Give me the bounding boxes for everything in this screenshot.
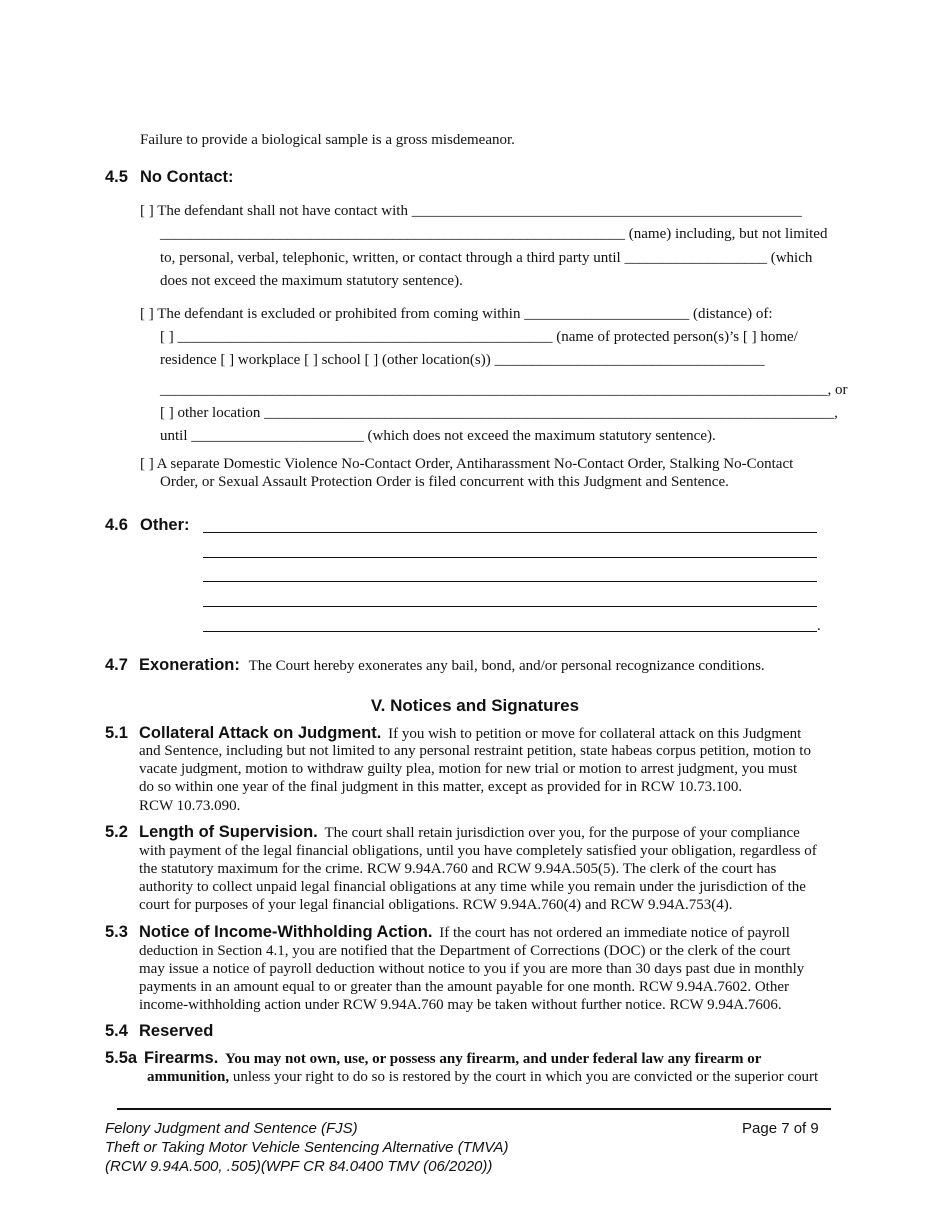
no-contact-line-2: ______________________________________________________________ (name) including, but not limited bbox=[160, 226, 828, 242]
no-contact-line-1: [ ] The defendant shall not have contact with ____________________________________________________ bbox=[140, 203, 802, 219]
section-4-5-title: No Contact: bbox=[140, 168, 234, 186]
other-blank-line-5 bbox=[203, 631, 817, 632]
section-5-1-line-5: RCW 10.73.090. bbox=[139, 798, 241, 814]
section-5-5a-title: Firearms. bbox=[144, 1049, 219, 1067]
separate-order-line-2: Order, or Sexual Assault Protection Order is filed concurrent with this Judgment and Sentence. bbox=[160, 474, 729, 490]
section-5-3-title: Notice of Income-Withholding Action. bbox=[139, 923, 433, 941]
section-5-5a-line-2: ammunition, unless your right to do so is restored by the court in which you are convicted or the superior court bbox=[147, 1069, 819, 1085]
section-4-7-text: The Court hereby exonerates any bail, bond, and/or personal recognizance conditions. bbox=[248, 658, 765, 674]
section-4-7-title: Exoneration: bbox=[139, 656, 240, 674]
section-4-6-number: 4.6 bbox=[105, 516, 128, 534]
exclusion-line-5: [ ] other location ____________________________________________________________________________, bbox=[160, 405, 838, 421]
section-5-5a-line-1: Firearms. You may not own, use, or possess any firearm, and under federal law any firearm or bbox=[144, 1049, 762, 1067]
section-5-3-line-3: may issue a notice of payroll deduction without notice to you if you are more than 30 days past due in monthly bbox=[139, 961, 805, 977]
section-4-5-number: 4.5 bbox=[105, 168, 128, 186]
section-5-2-line-2: with payment of the legal financial obligations, until you have completely satisfied your obligation, regardless of bbox=[139, 843, 817, 859]
intro-text: Failure to provide a biological sample is a gross misdemeanor. bbox=[140, 132, 515, 148]
section-5-2-number: 5.2 bbox=[105, 823, 128, 841]
section-5-3-line-4: payments in an amount equal to or greater than the amount payable for one month. RCW 9.94A.7602. Other bbox=[139, 979, 789, 995]
section-5-3-number: 5.3 bbox=[105, 923, 128, 941]
section-5-1-line-3: vacate judgment, motion to withdraw guilty plea, motion for new trial or motion to arrest judgment, you must bbox=[139, 761, 798, 777]
section-5-3-line-5: income-withholding action under RCW 9.94A.760 may be taken without further notice. RCW 9.94A.7606. bbox=[139, 997, 782, 1013]
section-5-4-title: Reserved bbox=[139, 1022, 214, 1040]
section-5-4-number: 5.4 bbox=[105, 1022, 128, 1040]
section-5-1-title: Collateral Attack on Judgment. bbox=[139, 724, 382, 742]
page-number: Page 7 of 9 bbox=[742, 1120, 819, 1137]
section-5-1-line-4: do so within one year of the final judgment in this matter, except as provided for in RCW 10.73.100. bbox=[139, 779, 743, 795]
section-5-1-line-2: and Sentence, including but not limited to any personal restraint petition, state habeas corpus petition, motion to bbox=[139, 743, 811, 759]
section-5-2-line-4: authority to collect unpaid legal financial obligations at any time while you remain under the jurisdiction of the bbox=[139, 879, 806, 895]
section-5-2-line-1: Length of Supervision. The court shall retain jurisdiction over you, for the purpose of your compliance bbox=[139, 823, 800, 841]
footer-form-subtitle: Theft or Taking Motor Vehicle Sentencing Alternative (TMVA) bbox=[105, 1139, 509, 1156]
other-blank-line-4 bbox=[203, 606, 817, 607]
exclusion-line-3: residence [ ] workplace [ ] school [ ] (other location(s)) ____________________________________ bbox=[160, 352, 765, 368]
footer-form-citation: (RCW 9.94A.500, .505)(WPF CR 84.0400 TMV (06/2020)) bbox=[105, 1158, 493, 1175]
section-5-1-line-1: Collateral Attack on Judgment. If you wish to petition or move for collateral attack on this Judgment bbox=[139, 724, 802, 742]
section-5-3-line-2: deduction in Section 4.1, you are notified that the Department of Corrections (DOC) or the clerk of the court bbox=[139, 943, 791, 959]
no-contact-line-3: to, personal, verbal, telephonic, written, or contact through a third party until ___________________ (which bbox=[160, 250, 813, 266]
other-blank-line-2 bbox=[203, 557, 817, 558]
section-4-6-title: Other: bbox=[140, 516, 190, 534]
section-5-5a-number: 5.5a bbox=[105, 1049, 138, 1067]
footer-form-title: Felony Judgment and Sentence (FJS) bbox=[105, 1120, 358, 1137]
other-period: . bbox=[817, 618, 821, 634]
footer-rule bbox=[117, 1108, 831, 1110]
section-5-3-line-1: Notice of Income-Withholding Action. If the court has not ordered an immediate notice of payroll bbox=[139, 923, 790, 941]
section-4-7-line bbox=[139, 655, 765, 676]
section-5-1-number: 5.1 bbox=[105, 724, 128, 742]
section-4-7-number: 4.7 bbox=[105, 656, 128, 674]
section-5-2-line-3: the statutory maximum for the crime. RCW 9.94A.760 and RCW 9.94A.505(5). The clerk of the court has bbox=[139, 861, 777, 877]
exclusion-line-6: until _______________________ (which does not exceed the maximum statutory sentence). bbox=[160, 428, 716, 444]
no-contact-line-4: does not exceed the maximum statutory sentence). bbox=[160, 273, 463, 289]
exclusion-line-2: [ ] __________________________________________________ (name of protected person(s)’s [ ] home/ bbox=[160, 329, 798, 345]
section-5-2-line-5: court for purposes of your legal financial obligations. RCW 9.94A.760(4) and RCW 9.94A.753(4). bbox=[139, 897, 733, 913]
section-5-2-title: Length of Supervision. bbox=[139, 823, 318, 841]
other-blank-line-3 bbox=[203, 581, 817, 582]
part-5-heading: V. Notices and Signatures bbox=[370, 696, 580, 715]
exclusion-line-1: [ ] The defendant is excluded or prohibited from coming within ______________________ (distance) of: bbox=[140, 306, 773, 322]
separate-order-line-1: [ ] A separate Domestic Violence No-Contact Order, Antiharassment No-Contact Order, Stalking No-Contact bbox=[140, 456, 794, 472]
exclusion-line-4: _________________________________________________________________________________________, or bbox=[160, 382, 848, 398]
other-blank-line-1 bbox=[203, 532, 817, 533]
